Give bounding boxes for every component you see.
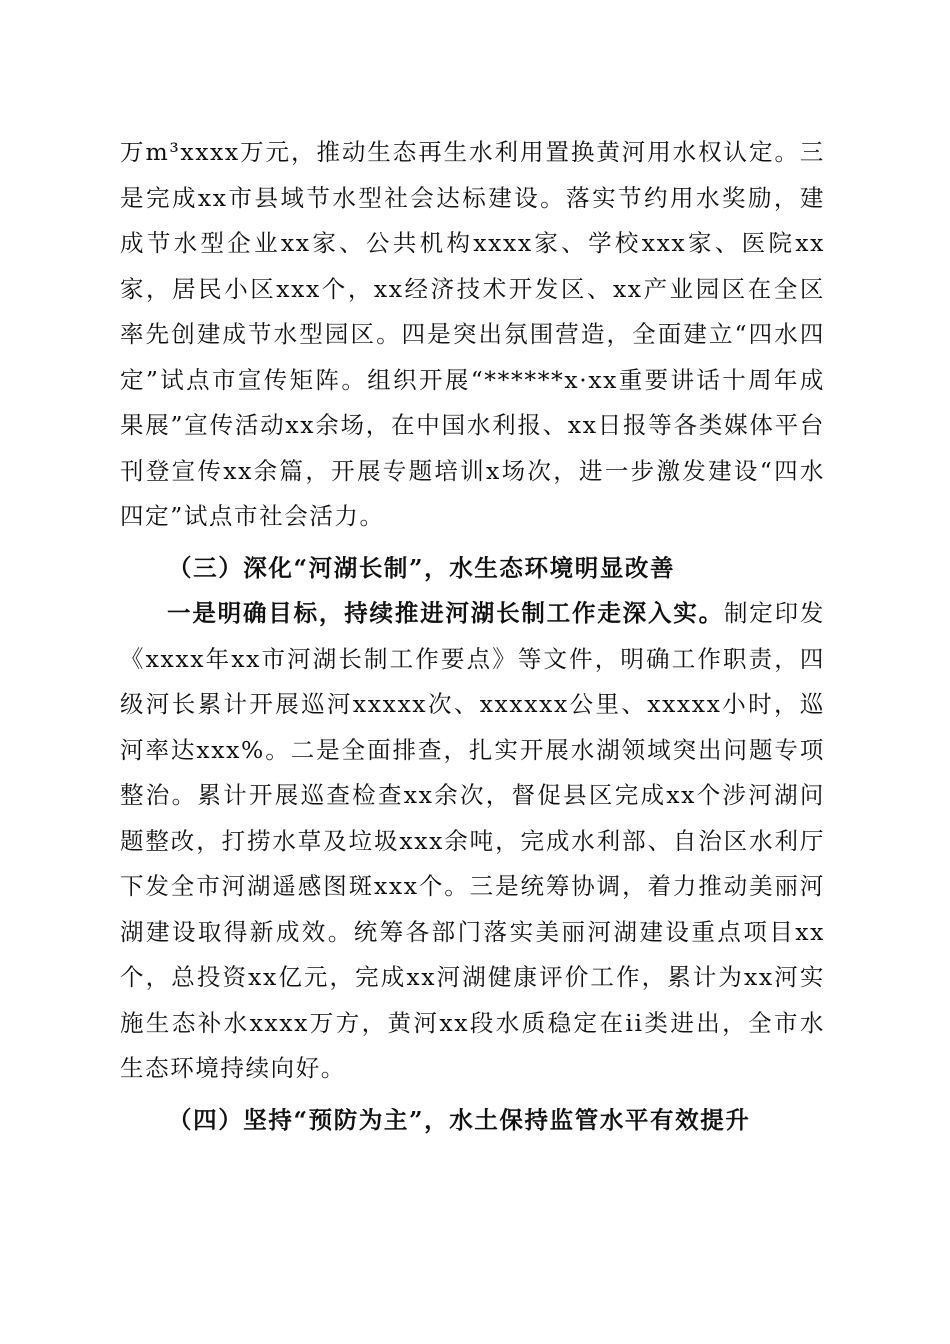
section-heading-4: （四）坚持“预防为主”，水土保持监管水平有效提升 <box>168 1105 751 1134</box>
document-body <box>120 130 825 1143</box>
paragraph-lead: 一是明确目标，持续推进河湖长制工作走深入实。 <box>167 599 724 627</box>
paragraph-river-lake-chief <box>120 591 825 1092</box>
section-heading-3: （三）深化“河湖长制”，水生态环境明显改善 <box>168 553 676 582</box>
paragraph-body: 制定印发《xxxx年xx市河湖长制工作要点》等文件，明确工作职责，四级河长累计开展巡河xxxxx次、xxxxxx公里、xxxxx小时，巡河率达xxx%。二是全面排查，扎实开展水湖领域突出问题专项整治。累计开展巡查检查xx余次，督促县区完成xx个涉河湖问题整改，打捞水草及垃圾xxx余吨，完成水利部、自治区水利厅下发全市河湖遥感图斑xxx个。三是统筹协调，着力推动美丽河湖建设取得新成效。统筹各部门落实美丽河湖建设重点项目xx个，总投资xx亿元，完成xx河湖健康评价工作，累计为xx河实施生态补水xxxx万方，黄河xx段水质稳定在ii类进出，全市水生态环境持续向好。 <box>120 599 825 1082</box>
paragraph-water-saving: 万m³xxxx万元，推动生态再生水利用置换黄河用水权认定。三是完成xx市县域节水型社会达标建设。落实节约用水奖励，建成节水型企业xx家、公共机构xxxx家、学校xxx家、医院xx家，居民小区xxx个，xx经济技术开发区、xx产业园区在全区率先创建成节水型园区。四是突出氛围营造，全面建立“四水四定”试点市宣传矩阵。组织开展“******x·xx重要讲话十周年成果展”宣传活动xx余场，在中国水利报、xx日报等各类媒体平台刊登宣传xx余篇，开展专题培训x场次，进一步激发建设“四水四定”试点市社会活力。 <box>120 138 825 530</box>
